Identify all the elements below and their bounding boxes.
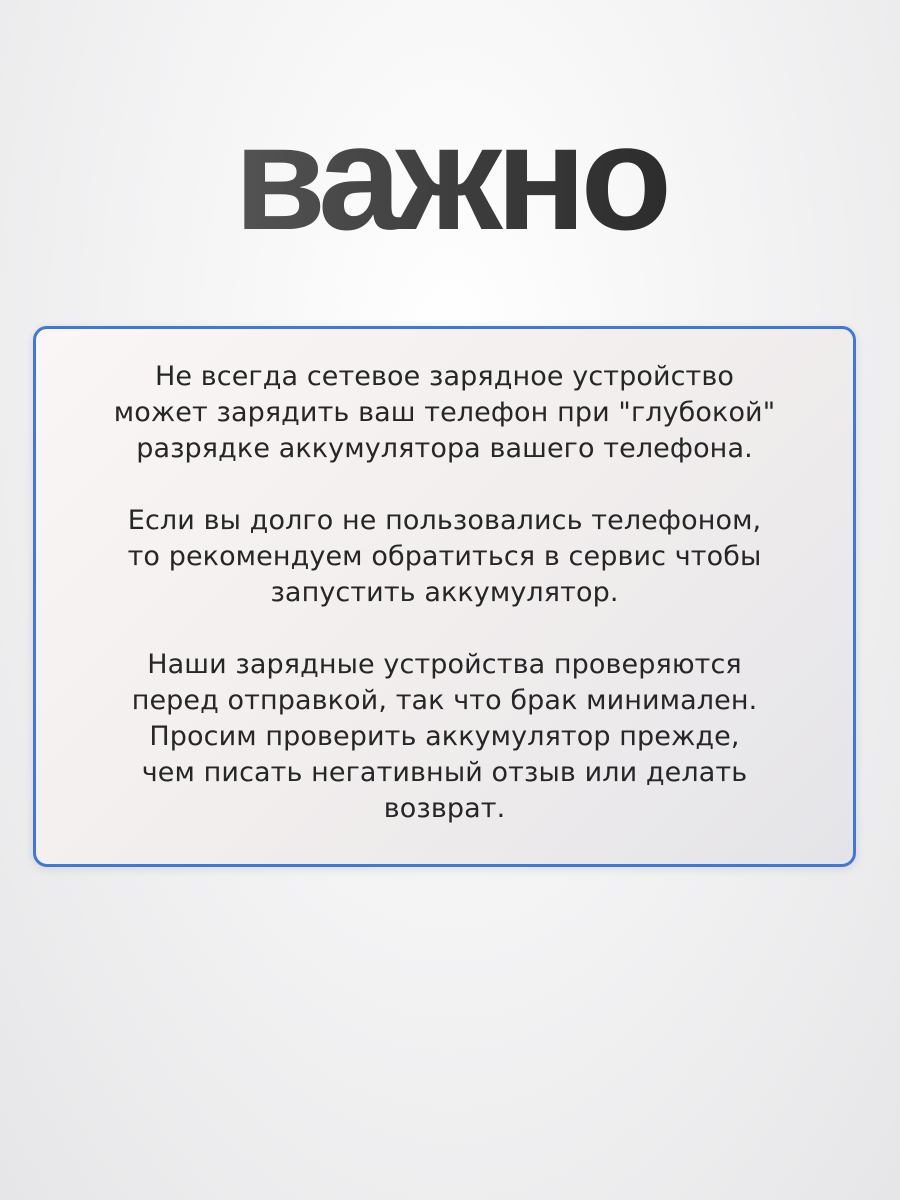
text-line: то рекомендуем обратиться в сервис чтобы [127, 541, 762, 572]
notice-paragraph-quality [36, 647, 853, 827]
text-line: запустить аккумулятор. [270, 577, 619, 608]
text-line: чем писать негативный отзыв или делать [141, 757, 748, 788]
text-line: Не всегда сетевое зарядное устройство [154, 361, 735, 392]
text-line: Наши зарядные устройства проверяются [147, 649, 742, 680]
notice-paragraph-charger [36, 359, 853, 467]
text-line: перед отправкой, так что брак минимален. [131, 685, 758, 716]
text-line: возврат. [383, 793, 506, 824]
page-title: важно [0, 92, 900, 262]
notice-paragraph-service [36, 503, 853, 611]
text-line: может зарядить ваш телефон при "глубокой" [113, 397, 776, 428]
text-line: разрядке аккумулятора вашего телефона. [136, 433, 753, 464]
notice-card [33, 326, 856, 867]
text-line: Просим проверить аккумулятор прежде, [149, 721, 740, 752]
text-line: Если вы долго не пользовались телефоном, [127, 505, 762, 536]
